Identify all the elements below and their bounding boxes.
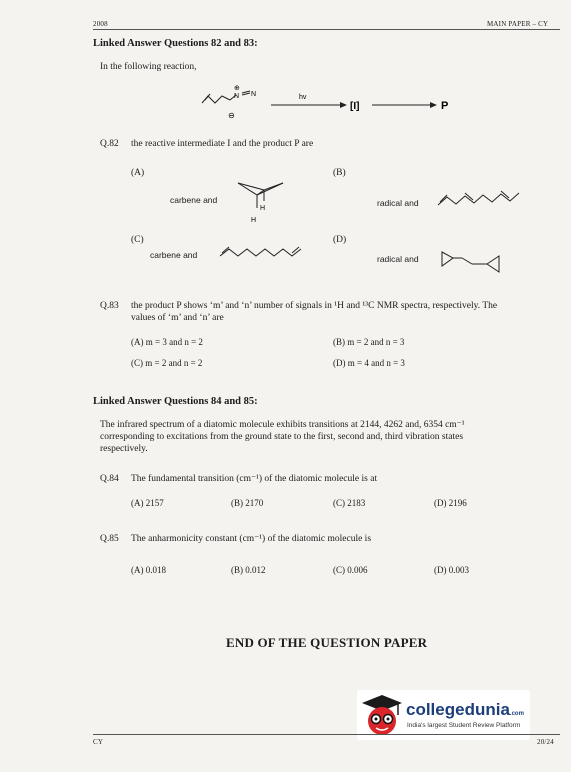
condition-hv: hv	[299, 94, 307, 101]
q83-option-b-label: (B)	[333, 337, 345, 347]
q82-option-c-text: carbene and	[150, 250, 198, 260]
q85-option-c-text: 0.006	[347, 565, 368, 575]
q84-stem: The fundamental transition (cm⁻¹) of the diatomic molecule is at	[131, 474, 378, 484]
section2-title: Linked Answer Questions 84 and 85:	[93, 396, 258, 407]
q83-option-d[interactable]	[333, 358, 405, 368]
q85-option-a[interactable]	[131, 565, 166, 575]
q83-option-a[interactable]	[131, 337, 203, 347]
q85-option-c-label: (C)	[333, 565, 345, 575]
graduate-mascot-icon	[360, 693, 404, 737]
collegedunia-watermark	[357, 690, 530, 740]
q83-option-a-label: (A)	[131, 337, 144, 347]
q83-option-c-label: (C)	[131, 358, 143, 368]
q82-option-d-label[interactable]: (D)	[333, 235, 347, 245]
q84-option-c[interactable]	[333, 498, 365, 508]
q85-option-b[interactable]	[231, 565, 266, 575]
q85-stem: The anharmonicity constant (cm⁻¹) of the diatomic molecule is	[131, 534, 372, 544]
dicyclopropyl-structure	[0, 0, 571, 280]
q83-option-d-text: m = 4 and n = 3	[347, 358, 405, 368]
q85-option-b-text: 0.012	[245, 565, 266, 575]
q82-stem: the reactive intermediate I and the product P are	[131, 139, 314, 149]
minus-charge: ⊖	[228, 111, 235, 120]
q84-option-a-label: (A)	[131, 498, 144, 508]
h-label-2: H	[251, 217, 257, 224]
q83-stem-line1: the product P shows ‘m’ and ‘n’ number of signals in ¹H and ¹³C NMR spectra, respectively. The	[131, 301, 498, 311]
q85-option-d[interactable]	[434, 565, 469, 575]
q83-option-d-label: (D)	[333, 358, 346, 368]
q82-option-c-label[interactable]: (C)	[131, 235, 144, 245]
q84-option-a[interactable]	[131, 498, 164, 508]
q82-option-b-text: radical and	[377, 198, 419, 208]
diazo-n2: N	[251, 91, 257, 98]
footer-rule	[93, 734, 560, 735]
q85-option-b-label: (B)	[231, 565, 243, 575]
q84-option-c-text: 2183	[347, 498, 366, 508]
q85-option-a-text: 0.018	[145, 565, 166, 575]
q84-option-c-label: (C)	[333, 498, 345, 508]
q84-option-d-label: (D)	[434, 498, 447, 508]
logo-tagline: India's largest Student Review Platform	[407, 722, 521, 729]
q82-option-b-label[interactable]: (B)	[333, 168, 346, 178]
section1-title: Linked Answer Questions 82 and 83:	[93, 38, 258, 49]
section2-para-line2: corresponding to excitations from the ground state to the first, second and, third vibration states	[100, 432, 464, 442]
intermediate-label: [I]	[350, 101, 360, 112]
plus-charge: ⊕	[234, 85, 240, 92]
q82-option-d-text: radical and	[377, 254, 419, 264]
q83-option-b[interactable]	[333, 337, 404, 347]
q85-option-c[interactable]	[333, 565, 368, 575]
q85-option-d-label: (D)	[434, 565, 447, 575]
logo-suffix: .com	[509, 711, 524, 717]
q82-option-a-text: carbene and	[170, 195, 218, 205]
footer-code: CY	[93, 738, 104, 746]
q84-option-b[interactable]	[231, 498, 263, 508]
footer-page: 20/24	[537, 738, 554, 746]
q84-option-d-text: 2196	[448, 498, 467, 508]
q85-option-d-text: 0.003	[448, 565, 469, 575]
q82-option-a-label[interactable]: (A)	[131, 168, 145, 178]
section2-para-line3: respectively.	[100, 444, 148, 454]
q84-number: Q.84	[100, 474, 119, 484]
header-year: 2008	[93, 20, 108, 28]
q83-number: Q.83	[100, 301, 119, 311]
q85-option-a-label: (A)	[131, 565, 144, 575]
q83-option-a-text: m = 3 and n = 2	[145, 337, 203, 347]
q84-option-b-text: 2170	[245, 498, 264, 508]
diazo-n1: N	[234, 93, 240, 100]
q83-option-c-text: m = 2 and n = 2	[145, 358, 203, 368]
q82-number: Q.82	[100, 139, 119, 149]
section1-intro: In the following reaction,	[100, 62, 197, 72]
q83-option-b-text: m = 2 and n = 3	[347, 337, 405, 347]
q84-option-a-text: 2157	[145, 498, 164, 508]
end-of-paper: END OF THE QUESTION PAPER	[226, 635, 428, 650]
q84-option-b-label: (B)	[231, 498, 243, 508]
logo-name: collegedunia	[406, 700, 510, 719]
product-label: P	[441, 100, 449, 112]
q84-option-d[interactable]	[434, 498, 467, 508]
h-label-1: H	[260, 205, 266, 212]
q85-number: Q.85	[100, 534, 119, 544]
q83-option-c[interactable]	[131, 358, 202, 368]
q83-stem-line2: values of ‘m’ and ‘n’ are	[131, 313, 224, 323]
section2-para-line1: The infrared spectrum of a diatomic molecule exhibits transitions at 2144, 4262 and, 6354 cm⁻¹	[100, 420, 465, 430]
logo-wordmark	[406, 700, 524, 720]
header-paper: MAIN PAPER – CY	[487, 20, 549, 28]
